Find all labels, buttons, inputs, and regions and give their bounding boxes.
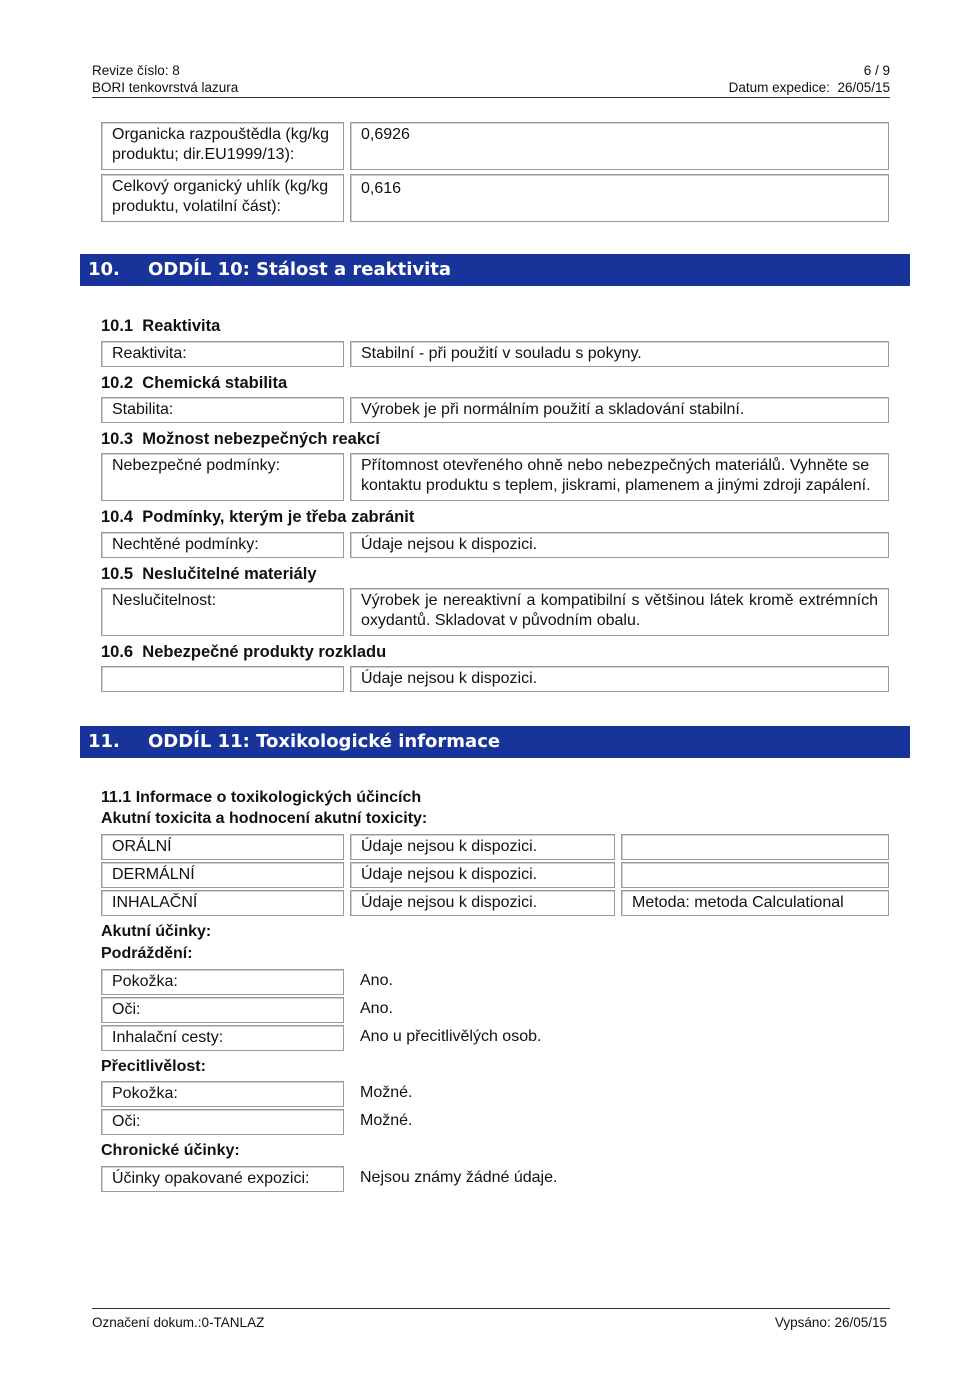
subsection-10-5 [101, 564, 317, 584]
section-10-title: ODDÍL 10: Stálost a reaktivita [148, 259, 452, 280]
footer-divider [92, 1308, 890, 1309]
conditions-to-avoid-label: Nechtěné podmínky: [101, 532, 344, 558]
sensitization-heading: Přecitlivělost: [101, 1058, 206, 1075]
reactivity-label: Reaktivita: [101, 341, 344, 367]
subsection-10-1 [101, 316, 220, 336]
inhalation-method: Metoda: metoda Calculational [621, 890, 889, 916]
section-11-heading [80, 726, 910, 758]
sensitization-skin-label: Pokožka: [101, 1081, 344, 1107]
conditions-to-avoid-value: Údaje nejsou k dispozici. [350, 532, 889, 558]
revision-number: Revize číslo: 8 [92, 63, 180, 78]
decomposition-value: Údaje nejsou k dispozici. [350, 666, 889, 692]
header-divider [92, 97, 890, 98]
sensitization-eyes-value: Možné. [360, 1112, 413, 1129]
chronic-effects-heading: Chronické účinky: [101, 1142, 240, 1159]
subsection-10-1-title: Reaktivita [142, 317, 221, 335]
section-11-title: ODDÍL 11: Toxikologické informace [148, 731, 501, 752]
dermal-label: DERMÁLNÍ [101, 862, 344, 888]
acute-toxicity-heading: Akutní toxicita a hodnocení akutní toxicity: [101, 810, 428, 827]
repeated-exposure-label: Účinky opakované expozici: [101, 1166, 344, 1192]
incompatibility-value: Výrobek je nereaktivní a kompatibilní s většinou látek kromě extrémních oxydantů. Skladovat v původním obalu. [350, 588, 889, 636]
dermal-method-empty [621, 862, 889, 888]
subsection-10-6 [101, 642, 386, 662]
section-11-number: 11. [88, 731, 120, 752]
subsection-10-3 [101, 429, 380, 449]
subsection-10-4 [101, 507, 414, 527]
subsection-10-3-number: 10.3 [101, 430, 134, 448]
voc-row2-value: 0,616 [350, 174, 889, 222]
irritation-eyes-value: Ano. [360, 1000, 393, 1017]
oral-method-empty [621, 834, 889, 860]
stability-value: Výrobek je při normálním použití a skladování stabilní. [350, 397, 889, 423]
stability-label: Stabilita: [101, 397, 344, 423]
issue-date [729, 79, 890, 96]
voc-row1-value: 0,6926 [350, 122, 889, 170]
decomposition-label-empty [101, 666, 344, 692]
irritation-heading: Podráždění: [101, 945, 193, 962]
dermal-value: Údaje nejsou k dispozici. [350, 862, 615, 888]
voc-row2-label: Celkový organický uhlík (kg/kg produktu, volatilní část): [101, 174, 344, 222]
subsection-10-3-title: Možnost nebezpečných reakcí [142, 430, 380, 448]
incompatibility-label: Neslučitelnost: [101, 588, 344, 636]
subsection-10-2 [101, 373, 287, 393]
oral-value: Údaje nejsou k dispozici. [350, 834, 615, 860]
irritation-skin-label: Pokožka: [101, 969, 344, 995]
inhalation-value: Údaje nejsou k dispozici. [350, 890, 615, 916]
acute-effects-heading: Akutní účinky: [101, 923, 212, 940]
subsection-10-2-number: 10.2 [101, 374, 134, 392]
product-name: BORI tenkovrstvá lazura [92, 80, 239, 95]
reactivity-value: Stabilní - při použití v souladu s pokyny. [350, 341, 889, 367]
hazardous-conditions-label: Nebezpečné podmínky: [101, 453, 344, 501]
subsection-10-6-number: 10.6 [101, 643, 134, 661]
irritation-skin-value: Ano. [360, 972, 393, 989]
subsection-10-4-number: 10.4 [101, 508, 134, 526]
subsection-11-1: 11.1 Informace o toxikologických účincích [101, 789, 422, 806]
section-10-number: 10. [88, 259, 120, 280]
hazardous-conditions-value: Přítomnost otevřeného ohně nebo nebezpečných materiálů. Vyhněte se kontaktu produktu s teplem, jiskrami, plamenem a jinými zdroji zapálení. [350, 453, 889, 501]
oral-label: ORÁLNÍ [101, 834, 344, 860]
page-number: 6 / 9 [863, 63, 890, 78]
subsection-10-6-title: Nebezpečné produkty rozkladu [142, 643, 387, 661]
printed-date: Vypsáno: 26/05/15 [774, 1315, 887, 1330]
voc-row1-label: Organicka razpouštědla (kg/kg produktu; dir.EU1999/13): [101, 122, 344, 170]
irritation-eyes-label: Oči: [101, 997, 344, 1023]
sensitization-eyes-label: Oči: [101, 1109, 344, 1135]
inhalation-label: INHALAČNÍ [101, 890, 344, 916]
irritation-inhalation-label: Inhalační cesty: [101, 1025, 344, 1051]
irritation-inhalation-value: Ano u přecitlivělých osob. [360, 1028, 542, 1045]
subsection-10-4-title: Podmínky, kterým je třeba zabránit [142, 508, 415, 526]
issue-date-label: Datum expedice: [728, 80, 830, 95]
repeated-exposure-value: Nejsou známy žádné údaje. [360, 1169, 558, 1186]
issue-date-value: 26/05/15 [837, 80, 890, 95]
document-code: Označení dokum.:0-TANLAZ [92, 1315, 265, 1330]
subsection-10-5-number: 10.5 [101, 565, 134, 583]
subsection-10-1-number: 10.1 [101, 317, 134, 335]
subsection-10-5-title: Neslučitelné materiály [142, 565, 317, 583]
subsection-10-2-title: Chemická stabilita [142, 374, 288, 392]
sensitization-skin-value: Možné. [360, 1084, 413, 1101]
section-10-heading [80, 254, 910, 286]
